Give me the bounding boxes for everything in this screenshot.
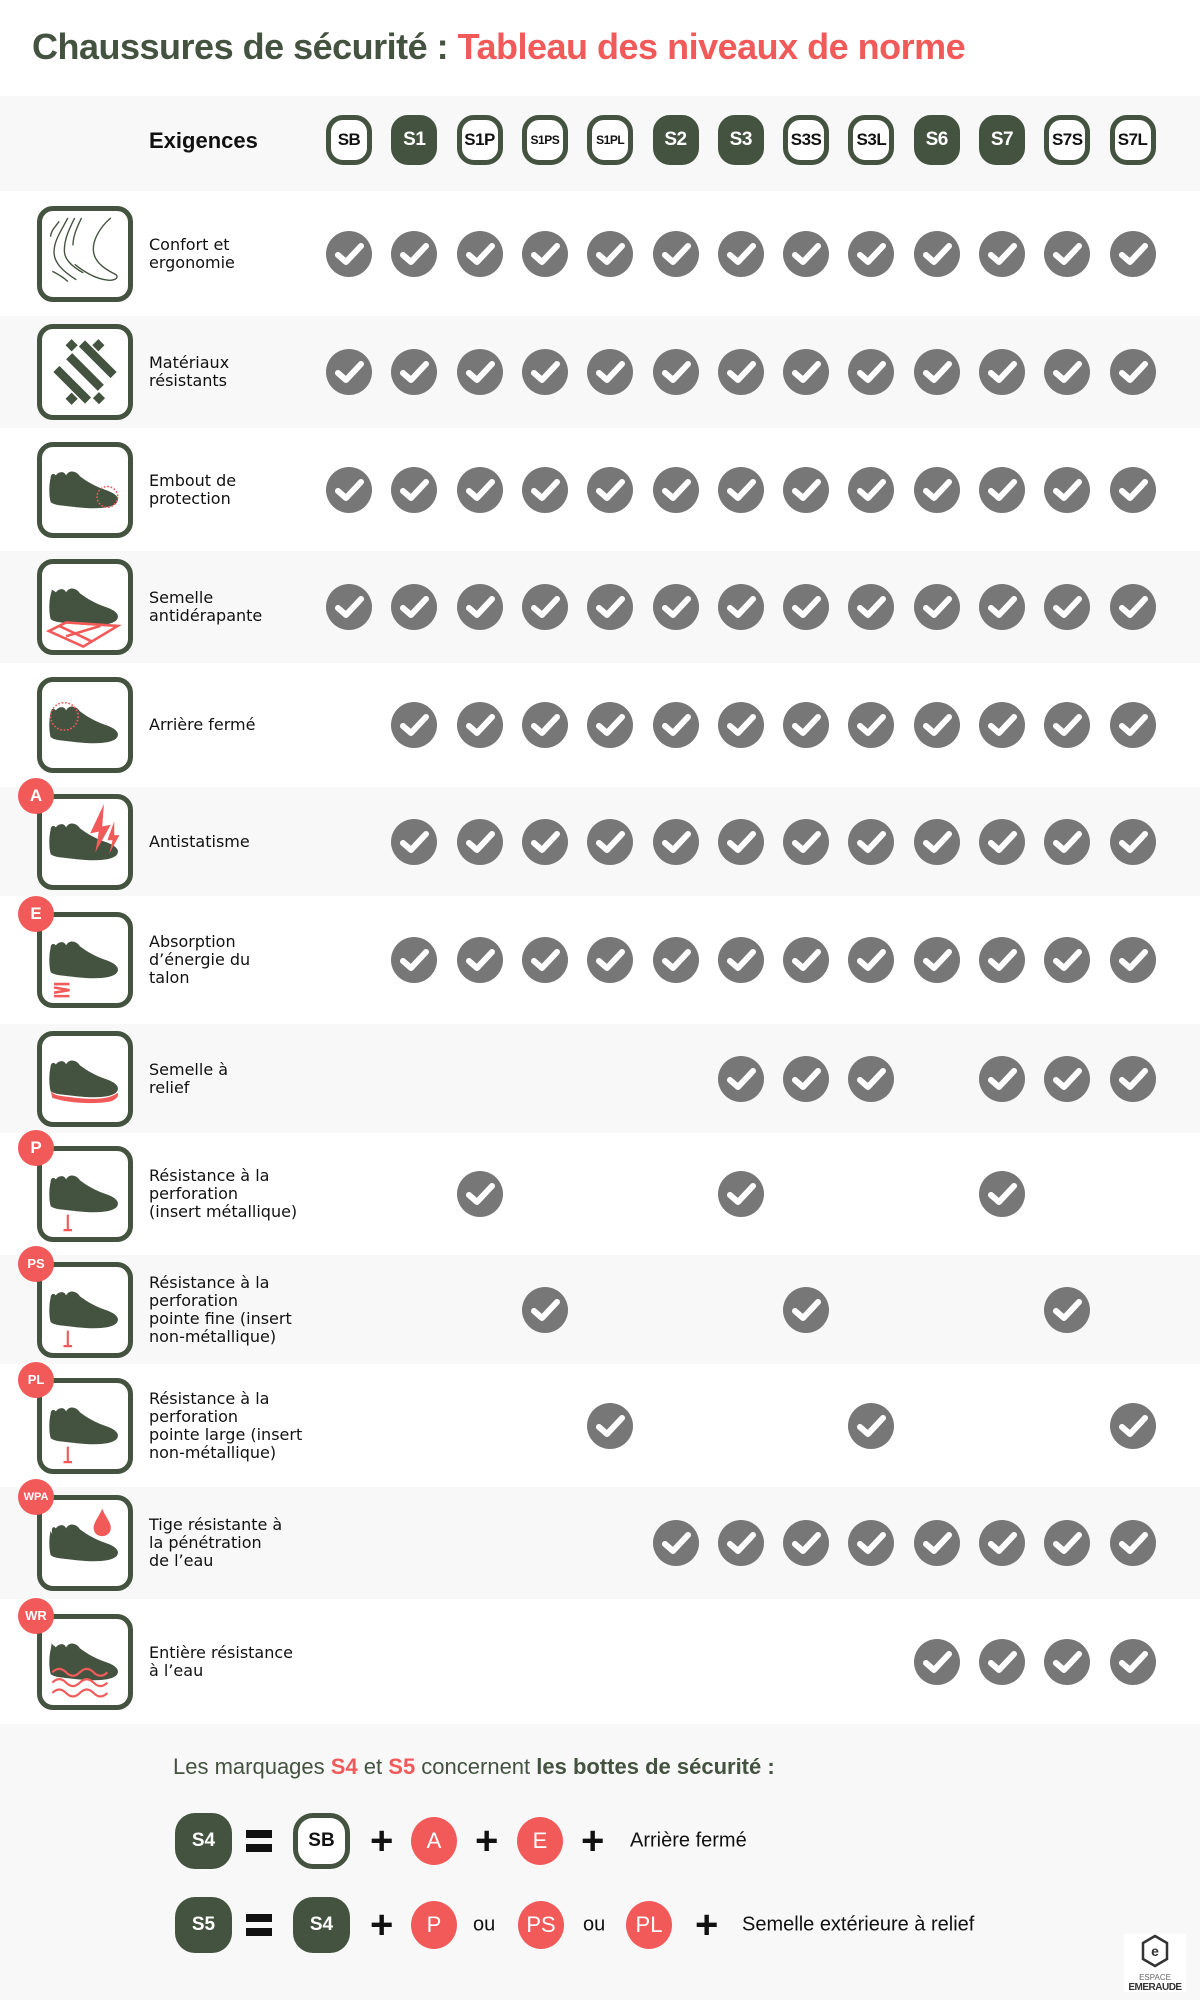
check-icon (848, 1520, 894, 1566)
intro-bold: les bottes de sécurité : (536, 1754, 775, 1779)
check-icon (848, 584, 894, 630)
shoe-heel-icon (37, 677, 133, 773)
s5-equation (0, 1897, 1200, 1953)
check-icon (718, 1056, 764, 1102)
plus-icon: + (370, 1903, 394, 1947)
title-main: Chaussures de sécurité : (32, 26, 458, 67)
check-icon (783, 1287, 829, 1333)
plus-icon: + (370, 1819, 394, 1863)
table-row (0, 1599, 1200, 1724)
check-icon (914, 1639, 960, 1685)
column-s3s: S3S (783, 115, 829, 165)
check-icon (587, 819, 633, 865)
s5-badge: S5 (175, 1897, 232, 1953)
s4-requirement-text: Arrière fermé (630, 1829, 747, 1852)
check-icon (653, 702, 699, 748)
requirement-code-badge: P (18, 1130, 54, 1166)
shoe-nail-icon (37, 1262, 133, 1358)
plus-icon: + (475, 1819, 499, 1863)
column-s1ps: S1PS (522, 115, 568, 165)
check-icon (587, 584, 633, 630)
e-badge: E (517, 1817, 563, 1865)
pl-badge: PL (626, 1901, 672, 1949)
a-badge: A (411, 1817, 457, 1865)
check-icon (1044, 584, 1090, 630)
column-sb: SB (326, 115, 372, 165)
check-icon (718, 467, 764, 513)
s4-badge: S4 (175, 1813, 232, 1869)
p-badge: P (411, 1901, 457, 1949)
check-icon (914, 231, 960, 277)
check-icon (848, 349, 894, 395)
column-s3: S3 (718, 115, 764, 165)
check-icon (391, 584, 437, 630)
shoe-antislip-icon (37, 559, 133, 655)
check-icon (1110, 937, 1156, 983)
s4-equation (0, 1813, 1200, 1869)
intro-s4: S4 (330, 1754, 358, 1779)
boots-intro (173, 1754, 775, 1780)
check-icon (979, 467, 1025, 513)
check-icon (653, 231, 699, 277)
check-icon (783, 702, 829, 748)
check-icon (653, 467, 699, 513)
check-icon (979, 819, 1025, 865)
check-icon (1044, 1520, 1090, 1566)
column-s7: S7 (979, 115, 1025, 165)
column-s2: S2 (653, 115, 699, 165)
check-icon (979, 937, 1025, 983)
check-icon (522, 467, 568, 513)
check-icon (718, 819, 764, 865)
check-icon (1044, 231, 1090, 277)
check-icon (522, 937, 568, 983)
equals-icon (246, 1914, 272, 1936)
check-icon (587, 702, 633, 748)
check-icon (914, 937, 960, 983)
check-icon (979, 1171, 1025, 1217)
check-icon (914, 584, 960, 630)
sb-badge: SB (293, 1813, 350, 1869)
check-icon (587, 467, 633, 513)
check-icon (653, 819, 699, 865)
intro-text: et (357, 1754, 389, 1779)
requirement-label: Semelle antidérapante (149, 588, 263, 625)
footer-boots-section (0, 1724, 1200, 2000)
requirements-header: Exigences (149, 128, 258, 153)
requirement-label: Matériaux résistants (149, 353, 230, 390)
check-icon (1110, 1520, 1156, 1566)
table-row (0, 428, 1200, 551)
check-icon (718, 937, 764, 983)
equals-icon (246, 1830, 272, 1852)
requirement-label: Tige résistante à la pénétration de l’eau (149, 1515, 283, 1570)
check-icon (914, 1520, 960, 1566)
check-icon (979, 349, 1025, 395)
check-icon (457, 349, 503, 395)
requirement-code-badge: E (18, 896, 54, 932)
check-icon (391, 702, 437, 748)
requirement-label: Entière résistance à l’eau (149, 1642, 294, 1680)
svg-text:e: e (1151, 1943, 1159, 1959)
check-icon (1044, 349, 1090, 395)
table-header (0, 96, 1200, 191)
check-icon (326, 231, 372, 277)
column-s1: S1 (391, 115, 437, 165)
requirement-label: Arrière fermé (149, 715, 256, 734)
check-icon (783, 584, 829, 630)
check-icon (848, 819, 894, 865)
shoe-spring-icon (37, 912, 133, 1008)
check-icon (457, 584, 503, 630)
check-icon (1110, 349, 1156, 395)
intro-s5: S5 (388, 1754, 416, 1779)
check-icon (979, 702, 1025, 748)
table-row (0, 1255, 1200, 1364)
shoe-nail-icon (37, 1378, 133, 1474)
requirement-label: Confort et ergonomie (149, 234, 235, 272)
weave-icon (37, 324, 133, 420)
espace-emeraude-logo (1124, 1934, 1186, 1992)
column-s3l: S3L (848, 115, 894, 165)
intro-text: Les marquages (173, 1754, 331, 1779)
check-icon (326, 584, 372, 630)
check-icon (653, 1520, 699, 1566)
check-icon (848, 1056, 894, 1102)
plus-icon: + (695, 1903, 719, 1947)
requirement-label: Résistance à la perforation pointe large (insert non-métallique) (149, 1388, 303, 1462)
check-icon (653, 584, 699, 630)
check-icon (1110, 231, 1156, 277)
shoe-waves-icon (37, 1614, 133, 1710)
column-s6: S6 (914, 115, 960, 165)
shoe-sole-icon (37, 1031, 133, 1127)
check-icon (587, 349, 633, 395)
intro-text: concernent (415, 1754, 537, 1779)
check-icon (522, 702, 568, 748)
or-text: ou (583, 1913, 606, 1936)
plus-icon: + (581, 1819, 605, 1863)
check-icon (522, 349, 568, 395)
check-icon (457, 467, 503, 513)
check-icon (914, 467, 960, 513)
check-icon (979, 1520, 1025, 1566)
check-icon (653, 349, 699, 395)
table-row (0, 316, 1200, 428)
check-icon (653, 937, 699, 983)
requirement-code-badge: WR (18, 1598, 54, 1634)
requirements-table (0, 191, 1200, 1724)
check-icon (848, 937, 894, 983)
table-row (0, 551, 1200, 663)
check-icon (1110, 1056, 1156, 1102)
title-accent: Tableau des niveaux de norme (457, 26, 966, 67)
check-icon (783, 349, 829, 395)
check-icon (1044, 1639, 1090, 1685)
column-s7l: S7L (1110, 115, 1156, 165)
check-icon (914, 819, 960, 865)
requirement-label: Résistance à la perforation pointe fine (insert non-métallique) (149, 1272, 292, 1346)
check-icon (848, 702, 894, 748)
check-icon (1110, 584, 1156, 630)
check-icon (718, 1171, 764, 1217)
requirement-code-badge: A (18, 778, 54, 814)
ps-badge: PS (518, 1901, 564, 1949)
check-icon (914, 702, 960, 748)
column-s7s: S7S (1044, 115, 1090, 165)
logo-line1: ESPACE (1139, 1973, 1171, 1982)
check-icon (457, 1171, 503, 1217)
check-icon (718, 1520, 764, 1566)
requirement-label: Absorption d’énergie du talon (149, 932, 251, 987)
check-icon (783, 937, 829, 983)
check-icon (1044, 1056, 1090, 1102)
requirement-code-badge: PS (18, 1246, 54, 1282)
check-icon (522, 584, 568, 630)
column-s1p: S1P (457, 115, 503, 165)
foot-icon (37, 206, 133, 302)
check-icon (457, 937, 503, 983)
shoe-nail-icon (37, 1146, 133, 1242)
check-icon (1044, 819, 1090, 865)
check-icon (1044, 937, 1090, 983)
requirement-code-badge: PL (18, 1362, 54, 1398)
check-icon (848, 467, 894, 513)
check-icon (391, 937, 437, 983)
or-text: ou (473, 1913, 496, 1936)
logo-hexagon-icon (1140, 1934, 1170, 1968)
table-row (0, 1133, 1200, 1255)
table-row (0, 787, 1200, 896)
column-s1pl: S1PL (587, 115, 633, 165)
check-icon (391, 467, 437, 513)
check-icon (979, 584, 1025, 630)
table-row (0, 896, 1200, 1024)
check-icon (1110, 1639, 1156, 1685)
check-icon (1044, 467, 1090, 513)
requirement-label: Résistance à la perforation (insert métallique) (149, 1166, 298, 1221)
check-icon (979, 1056, 1025, 1102)
check-icon (718, 584, 764, 630)
check-icon (391, 819, 437, 865)
check-icon (718, 349, 764, 395)
check-icon (783, 231, 829, 277)
check-icon (1110, 467, 1156, 513)
shoe-drop-icon (37, 1495, 133, 1591)
check-icon (718, 702, 764, 748)
check-icon (848, 231, 894, 277)
check-icon (457, 231, 503, 277)
check-icon (783, 1520, 829, 1566)
check-icon (979, 1639, 1025, 1685)
requirement-label: Antistatisme (149, 831, 250, 851)
s5-requirement-text: Semelle extérieure à relief (742, 1913, 975, 1936)
check-icon (522, 1287, 568, 1333)
check-icon (783, 467, 829, 513)
table-row (0, 1364, 1200, 1487)
check-icon (457, 702, 503, 748)
check-icon (1044, 1287, 1090, 1333)
check-icon (457, 819, 503, 865)
table-row (0, 1487, 1200, 1599)
check-icon (848, 1403, 894, 1449)
requirement-label: Embout de protection (149, 470, 237, 508)
check-icon (587, 1403, 633, 1449)
check-icon (391, 231, 437, 277)
check-icon (326, 467, 372, 513)
check-icon (783, 1056, 829, 1102)
shoe-toecap-icon (37, 442, 133, 538)
check-icon (1110, 702, 1156, 748)
check-icon (1110, 1403, 1156, 1449)
check-icon (326, 349, 372, 395)
logo-line2: EMERAUDE (1128, 1982, 1182, 1993)
requirement-code-badge: WPA (18, 1479, 54, 1515)
check-icon (783, 819, 829, 865)
page-title (32, 26, 965, 68)
check-icon (587, 937, 633, 983)
check-icon (1044, 702, 1090, 748)
table-row (0, 1024, 1200, 1133)
check-icon (522, 231, 568, 277)
requirement-label: Semelle à relief (149, 1059, 229, 1097)
check-icon (522, 819, 568, 865)
s4-badge: S4 (293, 1897, 350, 1953)
table-row (0, 191, 1200, 316)
check-icon (914, 349, 960, 395)
check-icon (587, 231, 633, 277)
check-icon (718, 231, 764, 277)
check-icon (1110, 819, 1156, 865)
check-icon (979, 231, 1025, 277)
check-icon (391, 349, 437, 395)
table-row (0, 663, 1200, 787)
shoe-lightning-icon (37, 794, 133, 890)
